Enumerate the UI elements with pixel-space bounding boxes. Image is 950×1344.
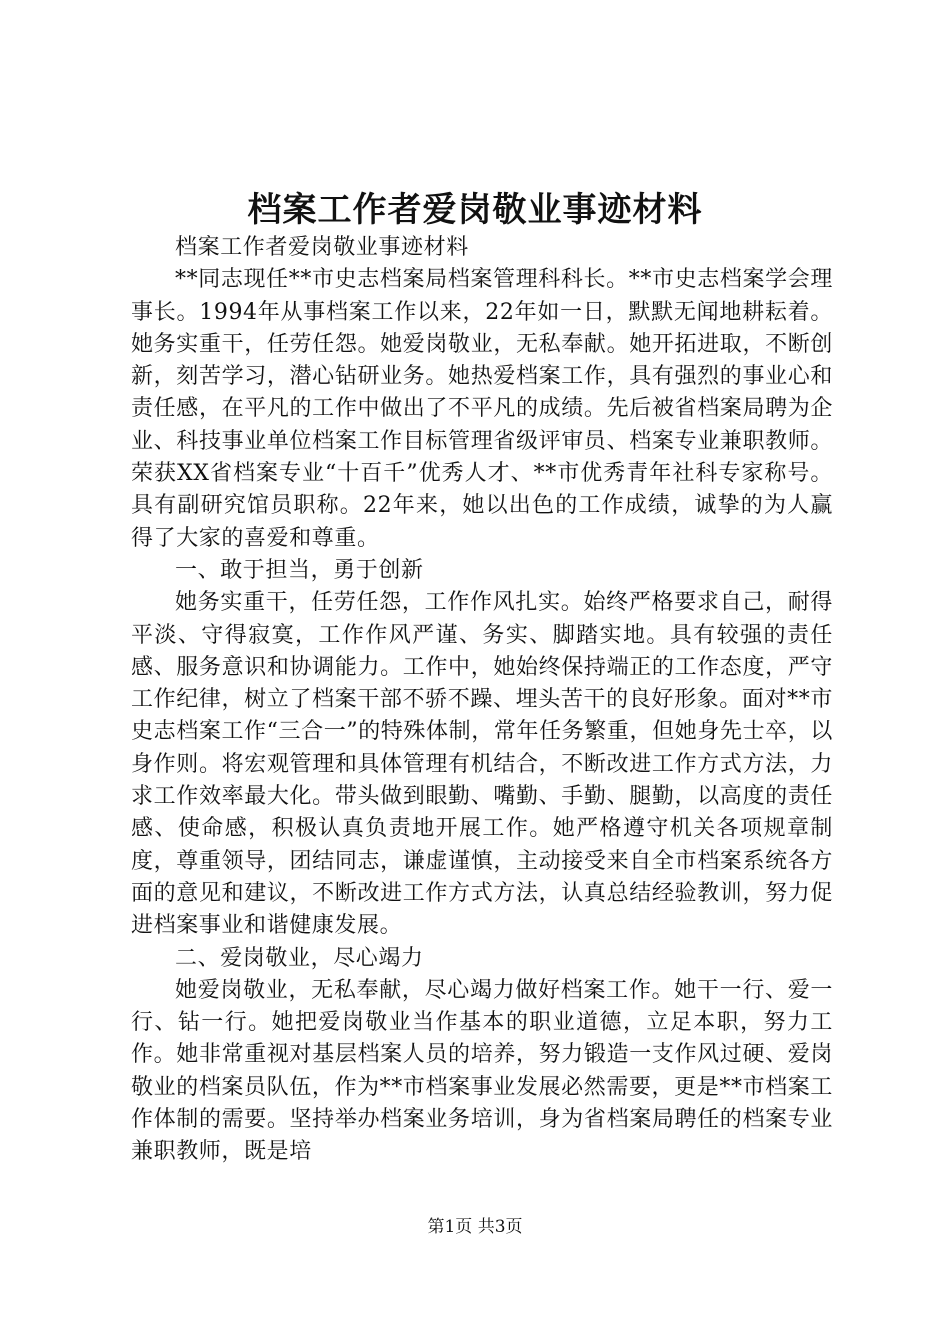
page-number-footer: 第1页 共3页: [427, 1217, 523, 1237]
document-title: 档案工作者爱岗敬业事迹材料: [247, 190, 703, 230]
section-heading-2: 二、爱岗敬业，尽心竭力: [175, 945, 424, 971]
document-body: [131, 232, 833, 1169]
document-subtitle: 档案工作者爱岗敬业事迹材料: [175, 235, 469, 260]
section-paragraph-1: 她务实重干，任劳任怨，工作作风扎实。始终严格要求自己，耐得平淡、守得寂寞，工作作风严谨、务实、脚踏实地。具有较强的责任感、服务意识和协调能力。工作中，她始终保持端正的工作态度，严守工作纪律，树立了档案干部不骄不躁、埋头苦干的良好形象。面对**市史志档案工作“三合一”的特殊体制，常年任务繁重，但她身先士卒，以身作则。将宏观管理和具体管理有机结合，不断改进工作方式方法，力求工作效率最大化。带头做到眼勤、嘴勤、手勤、腿勤，以高度的责任感、使命感，积极认真负责地开展工作。她严格遵守机关各项规章制度，尊重领导，团结同志，谦虚谨慎，主动接受来自全市档案系统各方面的意见和建议，不断改进工作方式方法，认真总结经验教训，努力促进档案事业和谐健康发展。: [131, 590, 833, 939]
intro-paragraph: **同志现任**市史志档案局档案管理科科长。**市史志档案学会理事长。1994年从事档案工作以来，22年如一日，默默无闻地耕耘着。她务实重干，任劳任怨。她爱岗敬业，无私奉献。她开拓进取，不断创新，刻苦学习，潜心钻研业务。她热爱档案工作，具有强烈的事业心和责任感，在平凡的工作中做出了不平凡的成绩。先后被省档案局聘为企业、科技事业单位档案工作目标管理省级评审员、档案专业兼职教师。荣获XX省档案专业“十百千”优秀人才、**市优秀青年社科专家称号。具有副研究馆员职称。22年来，她以出色的工作成绩，诚挚的为人赢得了大家的喜爱和尊重。: [131, 267, 833, 551]
section-heading-1: 一、敢于担当，勇于创新: [175, 557, 424, 583]
section-paragraph-2: 她爱岗敬业，无私奉献，尽心竭力做好档案工作。她干一行、爱一行、钻一行。她把爱岗敬业当作基本的职业道德，立足本职，努力工作。她非常重视对基层档案人员的培养，努力锻造一支作风过硬、爱岗敬业的档案员队伍，作为**市档案事业发展必然需要，更是**市档案工作体制的需要。坚持举办档案业务培训，身为省档案局聘任的档案专业兼职教师，既是培: [131, 977, 833, 1165]
